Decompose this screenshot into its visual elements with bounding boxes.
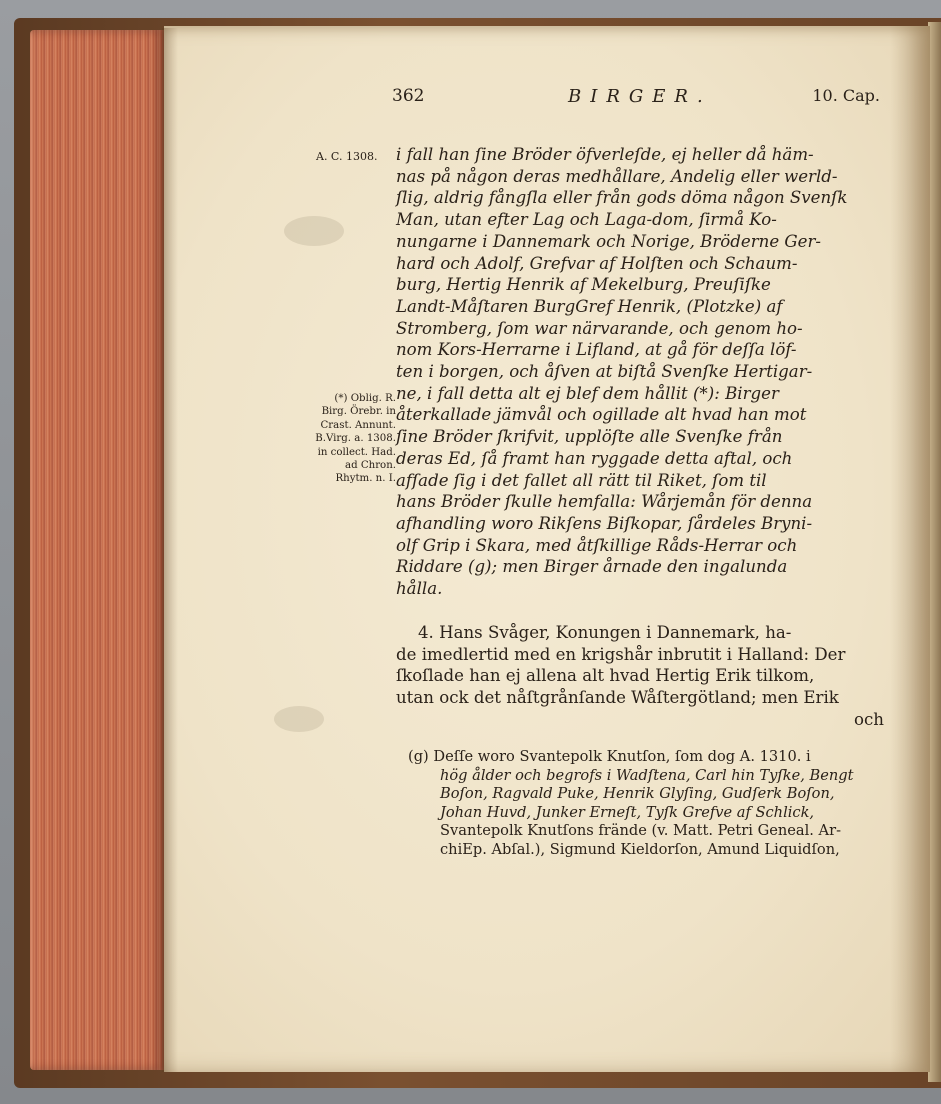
running-head bbox=[392, 86, 880, 112]
margin-note-line: B.Virg. a. 1308. bbox=[315, 433, 396, 445]
margin-note-line: Crast. Annunt. bbox=[320, 419, 396, 431]
body-line: Landt-Måſtaren BurgGref Henrik, (Plotzke) af bbox=[396, 296, 783, 316]
show-through-blot bbox=[274, 706, 324, 732]
body-line: 4. Hans Svåger, Konungen i Dannemark, ha- bbox=[418, 623, 792, 642]
body-line: ten i borgen, och åſven at biſtå Svenſke Hertigar- bbox=[396, 362, 813, 382]
footnote-line: Svantepolk Knutſons frände (v. Matt. Petri Geneal. Ar- bbox=[440, 822, 841, 840]
body-line: burg, Hertig Henrik af Mekelburg, Preuſiſke bbox=[396, 275, 771, 295]
body-line: Stromberg, ſom war närvarande, och genom ho- bbox=[396, 318, 803, 338]
catchword: och bbox=[854, 709, 884, 729]
page-gutter bbox=[890, 26, 930, 1072]
body-line: ſkoſlade han ej allena alt hvad Hertig Erik tilkom, bbox=[396, 666, 815, 686]
footnote-line: chiEp. Abſal.), Sigmund Kieldorſon, Amund Liquidſon, bbox=[440, 840, 840, 858]
page-left-shadow bbox=[162, 28, 178, 1072]
running-title: BIRGER. bbox=[568, 86, 712, 107]
chapter-label: 10. Cap. bbox=[812, 86, 880, 105]
margin-note bbox=[296, 392, 396, 486]
body-line: hard och Adolf, Grefvar af Holſten och Schaum- bbox=[396, 253, 798, 273]
margin-note-line: ad Chron. bbox=[345, 460, 396, 472]
body-line: afſade ſig i det fallet all rätt til Riket, ſom til bbox=[396, 470, 767, 490]
body-line: hålla. bbox=[396, 579, 443, 599]
body-line: ſine Bröder ſkrifvit, upplöſte alle Svenſke från bbox=[396, 427, 783, 447]
footnote-line: Johan Huvd, Junker Erneſt, Tyſk Grefve af Schlick, bbox=[440, 803, 815, 821]
footnote-line: Boſon, Ragvald Puke, Henrik Glyſing, Gudſerk Boſon, bbox=[440, 785, 835, 803]
body-line: afhandling woro Rikſens Biſkopar, ſårdeles Bryni- bbox=[396, 513, 813, 533]
body-line: hans Bröder ſkulle hemfalla: Wårjemån för denna bbox=[396, 492, 813, 512]
margin-note-line: (*) Oblig. R. bbox=[334, 393, 396, 404]
body-paragraph bbox=[396, 144, 884, 600]
body-line: nas på någon deras medhållare, Andelig eller werld- bbox=[396, 166, 838, 186]
body-line: de imedlertid med en krigshår inbrutit i Halland: Der bbox=[396, 644, 846, 664]
margin-note-line: Birg. Örebr. in bbox=[321, 406, 396, 418]
body-line: ſlig, aldrig fångſla eller från gods döma någon Svenſk bbox=[396, 188, 848, 208]
body-line: nom Kors-Herrarne i Lifland, at gå för deſſa löf- bbox=[396, 340, 797, 360]
show-through-blot bbox=[284, 216, 344, 246]
body-line: olf Grip i Skara, med åtſkillige Råds-Herrar och bbox=[396, 535, 798, 555]
body-line: deras Ed, ſå framt han ryggade detta aftal, och bbox=[396, 448, 793, 468]
footnote-line: (g) Deſſe woro Svantepolk Knutſon, ſom dog A. 1310. i bbox=[408, 748, 811, 765]
body-line: återkallade jämvål och ogillade alt hvad han mot bbox=[396, 405, 807, 425]
margin-note-line: Rhytm. n. I. bbox=[335, 473, 396, 485]
body-line: i fall han ſine Bröder öfverleſde, ej heller då häm- bbox=[396, 145, 814, 164]
body-line: ne, i fall detta alt ej blef dem hållit (*): Birger bbox=[396, 383, 779, 403]
page-fore-edge bbox=[30, 30, 164, 1070]
body-line: Man, utan efter Lag och Laga-dom, ſirmå Ko- bbox=[396, 210, 777, 230]
body-line: Riddare (g); men Birger årnade den ingalunda bbox=[396, 557, 788, 577]
margin-year: A. C. 1308. bbox=[316, 150, 378, 163]
footnote bbox=[408, 748, 886, 860]
paragraph-4 bbox=[396, 622, 884, 731]
page-number: 362 bbox=[392, 86, 425, 106]
footnote-line: hög ålder och begrofs i Wadſtena, Carl hin Tyſke, Bengt bbox=[440, 766, 854, 784]
body-line: utan ock det nåſtgrånſande Wåſtergötland; men Erik bbox=[396, 688, 839, 708]
body-line: nungarne i Dannemark och Norige, Bröderne Ger- bbox=[396, 231, 822, 251]
margin-note-line: in collect. Had. bbox=[317, 446, 396, 458]
